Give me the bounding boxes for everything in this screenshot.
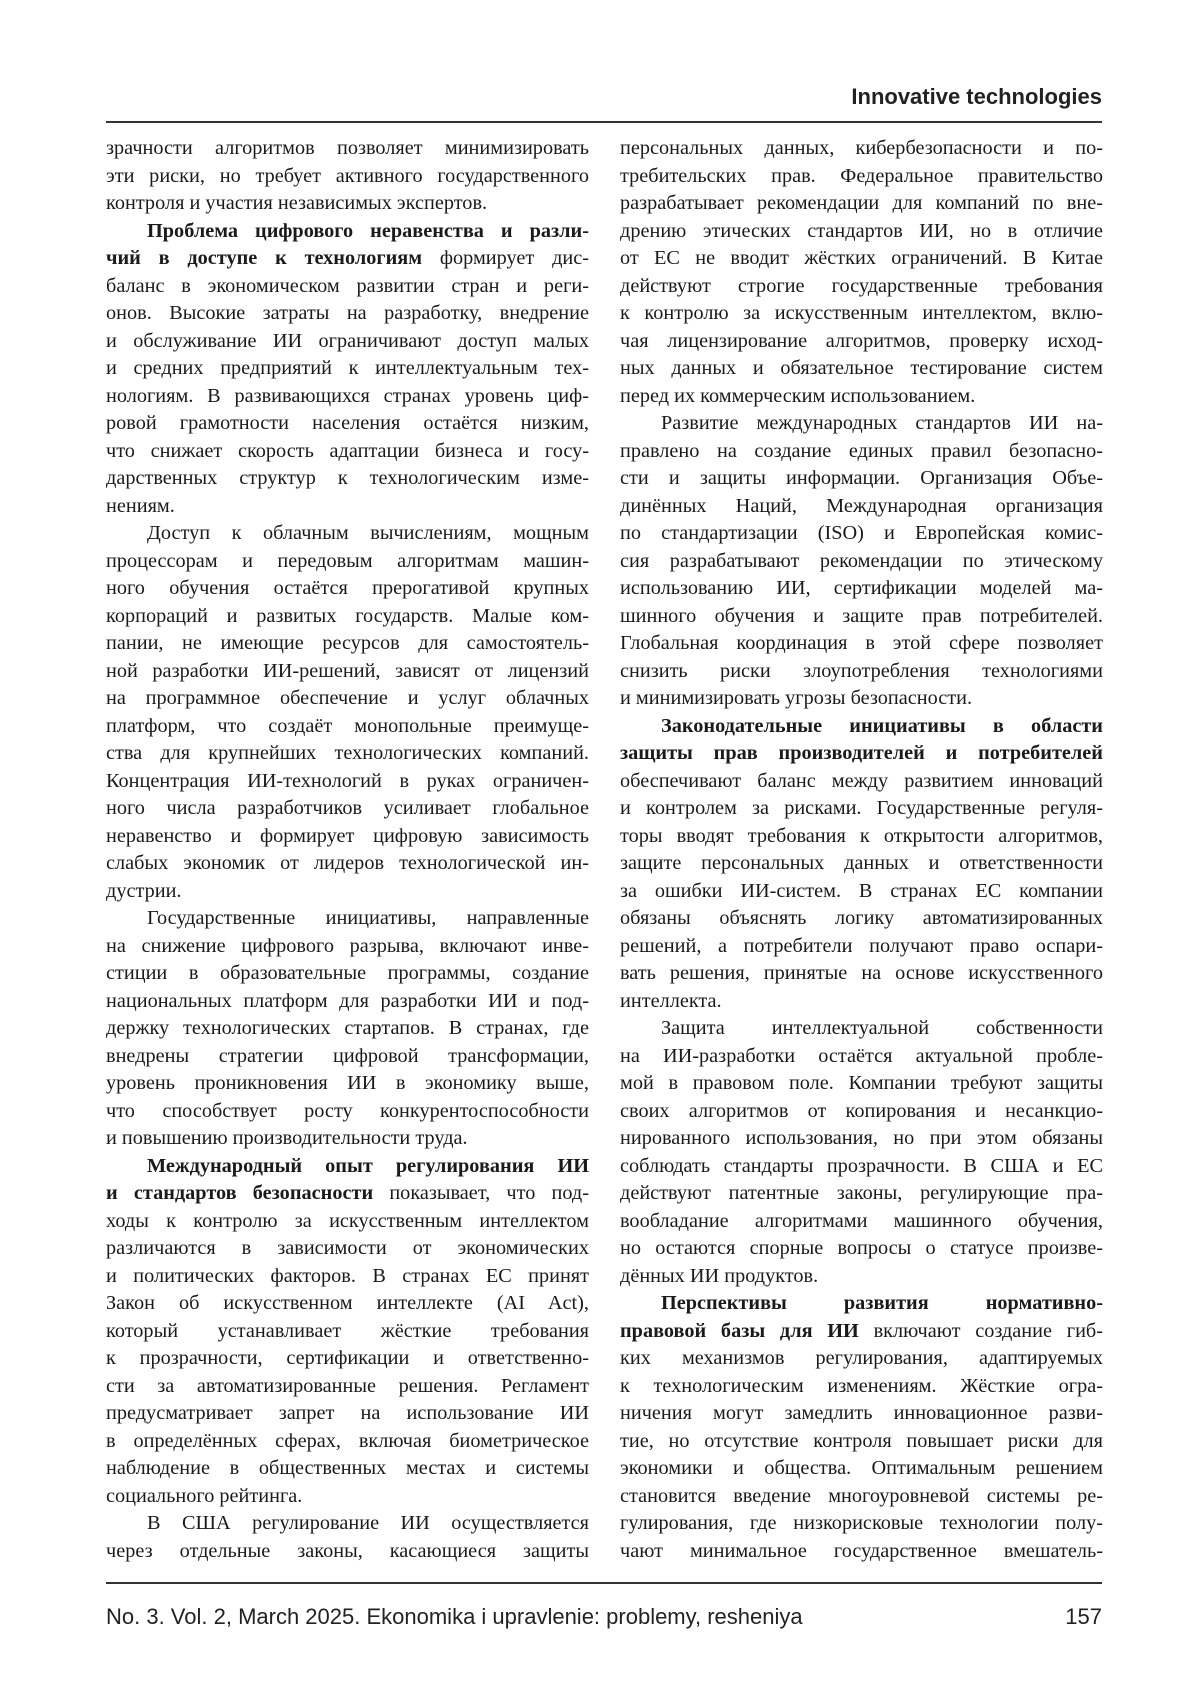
text-line: Глобальная координация в этой сфере позволяет xyxy=(620,630,1103,658)
text-line: сти за автоматизированные решения. Регламент xyxy=(106,1373,589,1401)
text-line: который устанавливает жёсткие требования xyxy=(106,1318,589,1346)
text-line: на ИИ-разработки остаётся актуальной пробле- xyxy=(620,1043,1103,1071)
text-line: дённых ИИ продуктов. xyxy=(620,1263,1103,1291)
text-line: вать решения, принятые на основе искусственного xyxy=(620,960,1103,988)
text-line: и обслуживание ИИ ограничивают доступ малых xyxy=(106,328,589,356)
paragraph xyxy=(106,135,589,218)
text-line xyxy=(106,245,589,273)
text-line: своих алгоритмов от копирования и несанкцио- xyxy=(620,1098,1103,1126)
text-line: от ЕС не вводит жёстких ограничений. В Китае xyxy=(620,245,1103,273)
text-line: за ошибки ИИ-систем. В странах ЕС компании xyxy=(620,878,1103,906)
text-line: нениям. xyxy=(106,493,589,521)
text-line: на программное обеспечение и услуг облачных xyxy=(106,685,589,713)
text-column-left xyxy=(106,135,589,1565)
text-line: решений, а потребители получают право оспари- xyxy=(620,933,1103,961)
bold-heading-text: и стандартов безопасности xyxy=(106,1182,373,1204)
text-line: ных данных и обязательное тестирование систем xyxy=(620,355,1103,383)
text-line: В США регулирование ИИ осуществляется xyxy=(106,1510,589,1538)
text-line: правлено на создание единых правил безопасно- xyxy=(620,438,1103,466)
text-line: тие, но отсутствие контроля повышает риски для xyxy=(620,1428,1103,1456)
text-line: перед их коммерческим использованием. xyxy=(620,383,1103,411)
text-line: по стандартизации (ISO) и Европейская комис- xyxy=(620,520,1103,548)
text-line: экономики и общества. Оптимальным решением xyxy=(620,1455,1103,1483)
text-line: процессорам и передовым алгоритмам машин- xyxy=(106,548,589,576)
text-line: что снижает скорость адаптации бизнеса и госу- xyxy=(106,438,589,466)
text-line: пании, не имеющие ресурсов для самостоятель- xyxy=(106,630,589,658)
running-header-section-title: Innovative technologies xyxy=(851,84,1102,110)
text-line: через отдельные законы, касающиеся защиты xyxy=(106,1538,589,1566)
text-line: неравенство и формирует цифровую зависимость xyxy=(106,823,589,851)
text-line: интеллекта. xyxy=(620,988,1103,1016)
text-line: вообладание алгоритмами машинного обучения, xyxy=(620,1208,1103,1236)
paragraph xyxy=(106,1153,589,1511)
text-line: нологиям. В развивающихся странах уровень циф- xyxy=(106,383,589,411)
text-line: наблюдение в общественных местах и системы xyxy=(106,1455,589,1483)
paragraph xyxy=(620,135,1103,410)
paragraph xyxy=(620,1015,1103,1290)
text-line: и контролем за рисками. Государственные регуля- xyxy=(620,795,1103,823)
text-line: нированного использования, но при этом обязаны xyxy=(620,1125,1103,1153)
text-column-right xyxy=(620,135,1103,1565)
text-line: национальных платформ для разработки ИИ и под- xyxy=(106,988,589,1016)
bold-heading-text: Перспективы развития нормативно- xyxy=(661,1292,1103,1314)
text-line: и средних предприятий к интеллектуальным тех- xyxy=(106,355,589,383)
text-line: Доступ к облачным вычислениям, мощным xyxy=(106,520,589,548)
text-line: что способствует росту конкурентоспособности xyxy=(106,1098,589,1126)
text-line: соблюдать стандарты прозрачности. В США и ЕС xyxy=(620,1153,1103,1181)
text-line: Государственные инициативы, направленные xyxy=(106,905,589,933)
text-line: разрабатывает рекомендации для компаний по вне- xyxy=(620,190,1103,218)
text-line: персональных данных, кибербезопасности и по- xyxy=(620,135,1103,163)
text-line: сия разрабатывают рекомендации по этическому xyxy=(620,548,1103,576)
bold-heading-text: Законодательные инициативы в области xyxy=(661,715,1103,737)
text-line: различаются в зависимости от экономических xyxy=(106,1235,589,1263)
bold-heading-text: Международный опыт регулирования ИИ xyxy=(147,1155,589,1177)
text-line: Развитие международных стандартов ИИ на- xyxy=(620,410,1103,438)
bold-heading-text: чий в доступе к технологиям xyxy=(106,247,422,269)
text-line xyxy=(106,1180,589,1208)
paragraph xyxy=(620,1290,1103,1565)
text-line xyxy=(106,218,589,246)
text-segment: формирует дис- xyxy=(422,247,589,269)
text-line: дарственных структур к технологическим изме- xyxy=(106,465,589,493)
text-line: дустрии. xyxy=(106,878,589,906)
text-line: и повышению производительности труда. xyxy=(106,1125,589,1153)
page-number: 157 xyxy=(1065,1604,1102,1630)
text-line: чают минимальное государственное вмешатель- xyxy=(620,1538,1103,1566)
text-line: становится введение многоуровневой системы ре- xyxy=(620,1483,1103,1511)
paragraph xyxy=(106,1510,589,1565)
text-line: Защита интеллектуальной собственности xyxy=(620,1015,1103,1043)
paragraph xyxy=(106,520,589,905)
text-line: корпораций и развитых государств. Малые ком- xyxy=(106,603,589,631)
text-line: и политических факторов. В странах ЕС принят xyxy=(106,1263,589,1291)
text-line: Концентрация ИИ-технологий в руках ограничен- xyxy=(106,768,589,796)
footer-journal-citation: No. 3. Vol. 2, March 2025. Ekonomika i upravlenie: problemy, resheniya xyxy=(106,1604,803,1630)
text-line: защите персональных данных и ответственности xyxy=(620,850,1103,878)
text-line: шинного обучения и защите прав потребителей. xyxy=(620,603,1103,631)
text-line xyxy=(106,1153,589,1181)
text-line: и минимизировать угрозы безопасности. xyxy=(620,685,1103,713)
text-line: в определённых сферах, включая биометрическое xyxy=(106,1428,589,1456)
text-line: баланс в экономическом развитии стран и реги- xyxy=(106,273,589,301)
text-line: ких механизмов регулирования, адаптируемых xyxy=(620,1345,1103,1373)
text-line: торы вводят требования к открытости алгоритмов, xyxy=(620,823,1103,851)
text-line: Закон об искусственном интеллекте (AI Act), xyxy=(106,1290,589,1318)
text-line: ходы к контролю за искусственным интеллектом xyxy=(106,1208,589,1236)
text-line: социального рейтинга. xyxy=(106,1483,589,1511)
text-line: действуют патентные законы, регулирующие пра- xyxy=(620,1180,1103,1208)
text-line: чая лицензирование алгоритмов, проверку исход- xyxy=(620,328,1103,356)
text-line: к прозрачности, сертификации и ответственно- xyxy=(106,1345,589,1373)
text-line xyxy=(620,740,1103,768)
text-line: сти и защиты информации. Организация Объе- xyxy=(620,465,1103,493)
footer-divider xyxy=(106,1582,1102,1584)
text-line: обязаны объяснять логику автоматизированных xyxy=(620,905,1103,933)
text-line: ровой грамотности населения остаётся низким, xyxy=(106,410,589,438)
paragraph xyxy=(620,410,1103,713)
text-line: слабых экономик от лидеров технологической ин- xyxy=(106,850,589,878)
bold-heading-text: защиты прав производителей и потребителей xyxy=(620,742,1103,764)
text-segment: включают создание гиб- xyxy=(859,1320,1103,1342)
paragraph xyxy=(620,713,1103,1016)
text-line: ной разработки ИИ-решений, зависят от лицензий xyxy=(106,658,589,686)
text-line: зрачности алгоритмов позволяет минимизировать xyxy=(106,135,589,163)
text-line: на снижение цифрового разрыва, включают инве- xyxy=(106,933,589,961)
text-line: мой в правовом поле. Компании требуют защиты xyxy=(620,1070,1103,1098)
text-line: дрению этических стандартов ИИ, но в отличие xyxy=(620,218,1103,246)
text-line: требительских прав. Федеральное правительство xyxy=(620,163,1103,191)
text-line: использованию ИИ, сертификации моделей ма- xyxy=(620,575,1103,603)
text-line xyxy=(620,713,1103,741)
text-line: стиции в образовательные программы, создание xyxy=(106,960,589,988)
text-line: уровень проникновения ИИ в экономику выше, xyxy=(106,1070,589,1098)
text-line: ного обучения остаётся прерогативой крупных xyxy=(106,575,589,603)
text-line: обеспечивают баланс между развитием инноваций xyxy=(620,768,1103,796)
text-line: снизить риски злоупотребления технологиями xyxy=(620,658,1103,686)
paragraph xyxy=(106,905,589,1153)
text-line: держку технологических стартапов. В странах, где xyxy=(106,1015,589,1043)
text-line: онов. Высокие затраты на разработку, внедрение xyxy=(106,300,589,328)
bold-heading-text: Проблема цифрового неравенства и разли- xyxy=(147,220,589,242)
text-line: внедрены стратегии цифровой трансформации, xyxy=(106,1043,589,1071)
text-line: к контролю за искусственным интеллектом, вклю- xyxy=(620,300,1103,328)
text-line: платформ, что создаёт монопольные преимуще- xyxy=(106,713,589,741)
text-line: но остаются спорные вопросы о статусе произве- xyxy=(620,1235,1103,1263)
text-line: ничения могут замедлить инновационное разви- xyxy=(620,1400,1103,1428)
text-line: к технологическим изменениям. Жёсткие огра- xyxy=(620,1373,1103,1401)
bold-heading-text: правовой базы для ИИ xyxy=(620,1320,859,1342)
text-line: ного числа разработчиков усиливает глобальное xyxy=(106,795,589,823)
text-line: динённых Наций, Международная организация xyxy=(620,493,1103,521)
text-line: предусматривает запрет на использование ИИ xyxy=(106,1400,589,1428)
text-line: действуют строгие государственные требования xyxy=(620,273,1103,301)
text-line: ства для крупнейших технологических компаний. xyxy=(106,740,589,768)
text-line: эти риски, но требует активного государственного xyxy=(106,163,589,191)
text-line: контроля и участия независимых экспертов. xyxy=(106,190,589,218)
text-line: гулирования, где низкорисковые технологии полу- xyxy=(620,1510,1103,1538)
header-divider xyxy=(106,121,1102,123)
text-line xyxy=(620,1318,1103,1346)
text-segment: показывает, что под- xyxy=(373,1182,589,1204)
paragraph xyxy=(106,218,589,521)
text-line xyxy=(620,1290,1103,1318)
